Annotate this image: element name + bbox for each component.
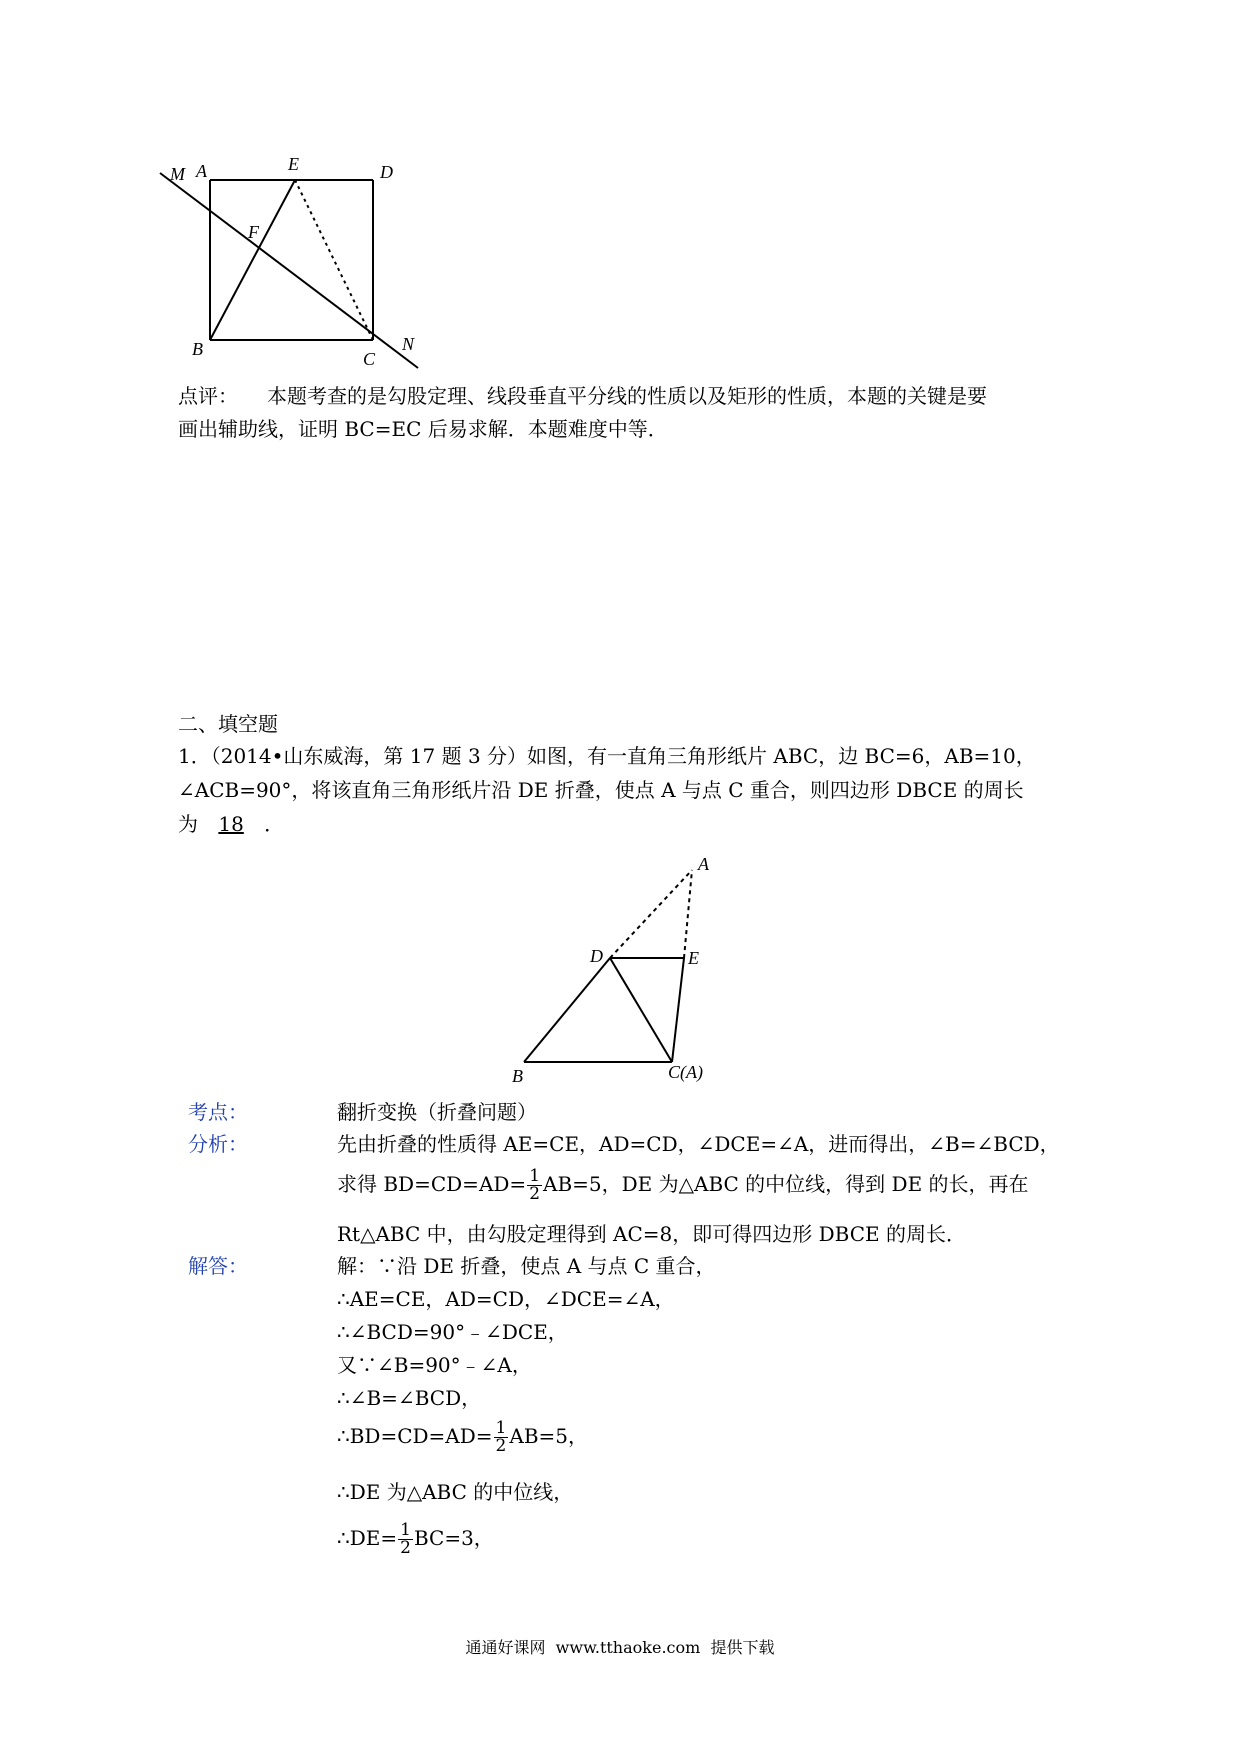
- fenxi-line2: [337, 1168, 1029, 1203]
- label-C: C: [363, 349, 376, 369]
- label-E2: E: [688, 948, 699, 968]
- fenxi-line2-suffix: AB=5，DE 为△ABC 的中位线，得到 DE 的长，再在: [543, 1172, 1029, 1196]
- problem-line3-suffix: ．: [264, 812, 285, 836]
- page-footer: 通通好课网 www.tthaoke.com 提供下载: [465, 1638, 775, 1657]
- fraction-numerator: 1: [400, 1520, 411, 1540]
- problem-line2: ∠ACB=90°，将该直角三角形纸片沿 DE 折叠，使点 A 与点 C 重合，则四边形 DBCE 的周长: [178, 778, 1024, 802]
- comment-label: 点评：: [178, 384, 238, 408]
- solution-line8-suffix: BC=3，: [413, 1526, 494, 1550]
- solution-line1: 解：∵沿 DE 折叠，使点 A 与点 C 重合，: [337, 1254, 716, 1278]
- jieda-label: 解答：: [188, 1254, 248, 1278]
- label-E: E: [288, 154, 299, 174]
- fraction-denominator: 2: [400, 1538, 411, 1558]
- section-heading: 二、填空题: [178, 712, 278, 736]
- label-M: M: [170, 164, 185, 184]
- label-D: D: [380, 162, 393, 182]
- label-N: N: [402, 334, 415, 354]
- solution-line6-prefix: ∴BD=CD=AD=: [337, 1424, 493, 1448]
- solution-line6: [337, 1420, 588, 1455]
- solution-line5: ∴∠B=∠BCD，: [337, 1386, 482, 1410]
- label-A2: A: [698, 854, 709, 874]
- label-B: B: [192, 339, 203, 359]
- fraction-one-half: [494, 1420, 509, 1455]
- fraction-denominator: 2: [529, 1184, 541, 1204]
- fenxi-line3: Rt△ABC 中，由勾股定理得到 AC=8，即可得四边形 DBCE 的周长．: [337, 1222, 966, 1246]
- fraction-one-half: [527, 1168, 542, 1203]
- problem-line1: 1．（2014•山东威海，第 17 题 3 分）如图，有一直角三角形纸片 ABC，边 BC=6，AB=10，: [178, 744, 1036, 768]
- figure-triangle-diagram: [500, 840, 740, 1090]
- solution-line4: 又∵∠B=90°﹣∠A，: [337, 1353, 532, 1377]
- solution-line8-prefix: ∴DE=: [337, 1526, 398, 1550]
- fenxi-label: 分析：: [188, 1132, 248, 1156]
- comment-line1: 本题考查的是勾股定理、线段垂直平分线的性质以及矩形的性质，本题的关键是要: [267, 384, 987, 408]
- label-C2: C(A): [668, 1062, 703, 1082]
- fraction-numerator: 1: [495, 1418, 507, 1438]
- answer-blank: 18: [218, 812, 244, 836]
- fraction-numerator: 1: [529, 1166, 541, 1186]
- label-F: F: [248, 222, 259, 242]
- kaodian-label: 考点：: [188, 1100, 248, 1124]
- label-B2: B: [512, 1066, 523, 1086]
- solution-line3: ∴∠BCD=90°﹣∠DCE，: [337, 1320, 568, 1344]
- problem-line3: [178, 810, 284, 839]
- fraction-one-half: [398, 1522, 413, 1557]
- label-A: A: [196, 161, 207, 181]
- problem-line3-prefix: 为: [178, 812, 198, 836]
- fraction-denominator: 2: [495, 1436, 507, 1456]
- label-D2: D: [590, 946, 603, 966]
- solution-line7: ∴DE 为△ABC 的中位线，: [337, 1480, 574, 1504]
- solution-line2: ∴AE=CE，AD=CD，∠DCE=∠A，: [337, 1287, 675, 1311]
- solution-line8: [337, 1522, 494, 1557]
- comment-block: [178, 382, 238, 411]
- fenxi-line1: 先由折叠的性质得 AE=CE，AD=CD，∠DCE=∠A，进而得出，∠B=∠BCD，: [337, 1132, 1060, 1156]
- solution-line6-suffix: AB=5，: [509, 1424, 588, 1448]
- fenxi-line2-prefix: 求得 BD=CD=AD=: [337, 1172, 527, 1196]
- kaodian-text: 翻折变换（折叠问题）: [337, 1100, 537, 1124]
- figure-rectangle-diagram: [150, 140, 450, 380]
- comment-line2: 画出辅助线，证明 BC=EC 后易求解．本题难度中等．: [178, 417, 668, 441]
